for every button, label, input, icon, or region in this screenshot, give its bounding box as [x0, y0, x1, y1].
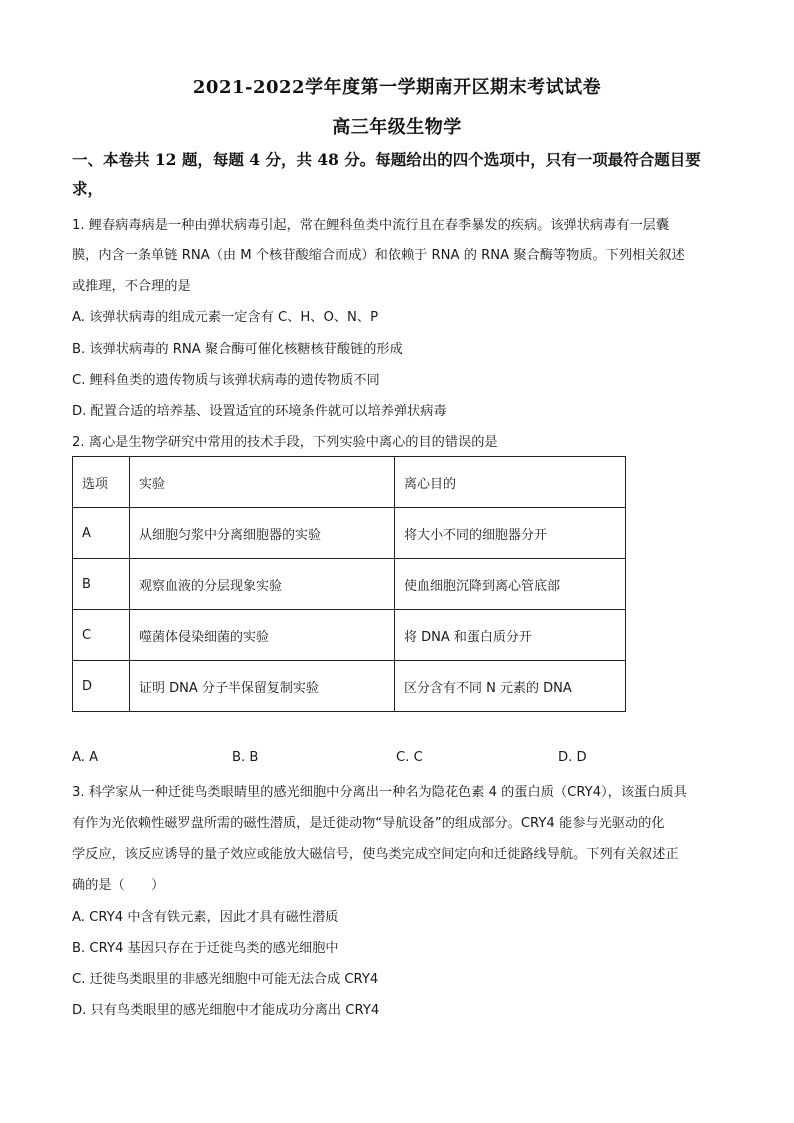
q1-stem-line-2: 膜，内含一条单链 RNA（由 M 个核苷酸缩合而成）和依赖于 RNA 的 RNA 聚合酶等物质。下列相关叙述	[72, 248, 685, 263]
q2-answer-a: A. A	[72, 750, 99, 765]
q1-option-c: C. 鲤科鱼类的遗传物质与该弹状病毒的遗传物质不同	[72, 373, 380, 388]
q3-stem-line-3: 学反应，该反应诱导的量子效应或能放大磁信号，使鸟类完成空间定向和迁徙路线导航。下列有关叙述正	[72, 847, 679, 862]
table-cell: B	[73, 559, 130, 610]
table-cell: D	[73, 661, 130, 712]
table-cell: 观察血液的分层现象实验	[130, 559, 395, 610]
q3-option-b: B. CRY4 基因只存在于迁徙鸟类的感光细胞中	[72, 941, 339, 956]
q3-stem-line-4: 确的是（ ）	[72, 878, 165, 893]
q3-stem-line-2: 有作为光依赖性磁罗盘所需的磁性潜质，是迁徙动物“导航设备”的组成部分。CRY4 能参与光驱动的化	[72, 816, 665, 831]
table-cell: 证明 DNA 分子半保留复制实验	[130, 661, 395, 712]
table-header-cell: 实验	[130, 457, 395, 508]
table-row	[73, 559, 626, 610]
exam-subtitle: 高三年级生物学	[332, 117, 462, 138]
q1-stem-line-1: 1. 鲤春病毒病是一种由弹状病毒引起，常在鲤科鱼类中流行且在春季暴发的疾病。该弹状病毒有一层囊	[72, 218, 670, 233]
q1-option-d: D. 配置合适的培养基、设置适宜的环境条件就可以培养弹状病毒	[72, 404, 447, 419]
table-cell: C	[73, 610, 130, 661]
q2-answer-d: D. D	[558, 750, 587, 765]
table-cell: 将 DNA 和蛋白质分开	[395, 610, 626, 661]
q3-option-d: D. 只有鸟类眼里的感光细胞中才能成功分离出 CRY4	[72, 1003, 380, 1018]
q1-stem-line-3: 或推理，不合理的是	[72, 279, 191, 294]
table-header-cell: 离心目的	[395, 457, 626, 508]
table-cell: 区分含有不同 N 元素的 DNA	[395, 661, 626, 712]
q3-option-c: C. 迁徙鸟类眼里的非感光细胞中可能无法合成 CRY4	[72, 972, 379, 987]
section-heading	[72, 145, 722, 203]
table-row	[73, 610, 626, 661]
q2-table	[72, 456, 626, 712]
q3-option-a: A. CRY4 中含有铁元素，因此才具有磁性潜质	[72, 910, 339, 925]
table-header-row	[73, 457, 626, 508]
exam-title: 2021-2022学年度第一学期南开区期末考试试卷	[192, 77, 602, 98]
section-heading-line-2: 求，	[72, 179, 104, 198]
q2-stem: 2. 离心是生物学研究中常用的技术手段，下列实验中离心的目的错误的是	[72, 435, 498, 450]
table-row	[73, 508, 626, 559]
q1-option-a: A. 该弹状病毒的组成元素一定含有 C、H、O、N、P	[72, 310, 379, 325]
q3-stem-line-1: 3. 科学家从一种迁徙鸟类眼睛里的感光细胞中分离出一种名为隐花色素 4 的蛋白质（CRY4），该蛋白质具	[72, 785, 687, 800]
q1-option-b: B. 该弹状病毒的 RNA 聚合酶可催化核糖核苷酸链的形成	[72, 342, 403, 357]
table-cell: A	[73, 508, 130, 559]
table-cell: 从细胞匀浆中分离细胞器的实验	[130, 508, 395, 559]
table-cell: 噬菌体侵染细菌的实验	[130, 610, 395, 661]
table-header-cell: 选项	[73, 457, 130, 508]
table-row	[73, 661, 626, 712]
section-heading-line-1: 一、本卷共 12 题，每题 4 分，共 48 分。每题给出的四个选项中，只有一项最符合题目要	[72, 150, 701, 169]
q2-answer-c: C. C	[396, 750, 423, 765]
table-cell: 将大小不同的细胞器分开	[395, 508, 626, 559]
table-cell: 使血细胞沉降到离心管底部	[395, 559, 626, 610]
q2-answer-b: B. B	[232, 750, 259, 765]
